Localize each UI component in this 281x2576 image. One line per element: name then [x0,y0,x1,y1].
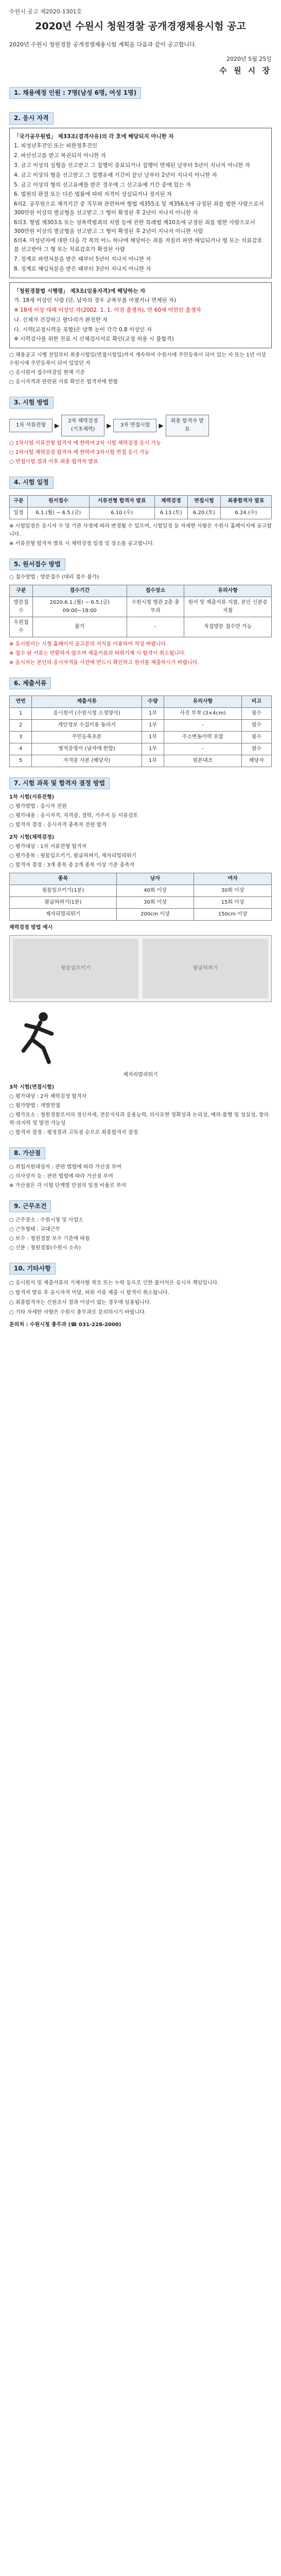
list-item: 7. 징계로 파면처분을 받은 때부터 5년이 지나지 아니한 자 [14,256,151,262]
photo-label: 윗몸일으키기 [61,965,91,972]
table-row [10,743,272,755]
page-title: 2020년 수원시 청원경찰 공개경쟁채용시험 공고 [35,20,246,32]
list-item: ○ 근무장소 : 수원시청 및 사업소 [9,1217,83,1224]
table-cell: 필수 [241,732,271,743]
table-cell: 1부 [142,708,164,720]
table-cell: - [164,720,242,732]
arrow-right-icon: ▶ [55,421,60,429]
list-item: ○ 2차시험 체력검정 합격자 에 한하여 3차시험 면접 응시 가능 [9,450,150,456]
table-cell: 6.10.(수) [89,507,154,519]
list-item: ○ 합격자 결정 : 응시자격 충족자 전원 합격 [9,822,107,828]
table-row [10,507,272,519]
exam-flow [9,415,272,436]
application-table [9,585,272,637]
table-header: 원서접수 [27,495,89,507]
table-header: 제출서류 [32,696,142,708]
table-header: 유의사항 [184,585,272,597]
second-exam [9,834,272,870]
table-cell: - [127,617,184,637]
list-item: 6의2. 공무원으로 재직기간 중 직무와 관련하여 형법 제355조 및 제356조에 규정된 죄를 범한 사람으로서 300만원 이상의 벌금형을 선고받고 그 형이 확정된 후 2년이 지나지 아니한 자 [14,201,264,216]
list-item: ○ 채용공고 시행 전일부터 최종시험일(면접시험일)까지 계속하여 수원시에 주민등록이 되어 있는 자 또는 1년 이상 수원시에 주민등록이 되어 있었던 자 [9,352,266,367]
notice-number: 수원시 공고 제2020-1301호 [9,8,82,15]
section-exam-subjects [9,777,272,1137]
section-title: 4. 시험 일정 [9,477,54,488]
section-title: 6. 제출서류 [9,677,51,689]
table-cell: 필수 [241,708,271,720]
section-bonus-points [9,1147,272,1190]
list-item: ※ 18세 이상 대해 이상인 자(2002. 1. 1. 이전 출생자), 만 60세 미만인 출생자 [14,307,201,314]
table-header: 접수기간 [32,585,127,597]
table-row [10,755,272,767]
bonus-list [9,1163,272,1190]
table-cell: 2020.6.1.(월) ~ 6.5.(금) 09:00~18:00 [32,597,127,617]
table-row [10,909,272,921]
residency-notes [9,351,272,386]
table-header: 여자 [194,873,272,885]
list-item: ※ 시력검사를 위한 진료 시 신체검사서로 확인(교정 허용 시 불합격) [14,336,174,343]
list-item: ○ 평가대상 : 2차 체력검정 합격자 [9,1093,87,1099]
table-cell: 자격증 사본 (해당자) [32,755,142,767]
list-item: 다. 시력(교정시력을 포함)은 양쪽 눈이 각각 0.8 이상인 자 [14,326,152,333]
exam-method-notes [9,439,272,466]
subsection-title: 3차 시험(면접시험) [9,1084,55,1090]
list-item: 5. 금고 이상의 형의 선고유예를 받은 경우에 그 선고유예 기간 중에 있는 자 [14,181,191,188]
table-header: 구분 [10,495,28,507]
section-title: 7. 시험 과목 및 합격자 결정 방법 [9,777,110,789]
table-cell: 병적증명서 (남자에 한함) [32,743,142,755]
section-title: 1. 채용예정 인원 : 7명(남성 6명, 여성 1명) [9,87,141,99]
list-item: ○ 취업지원대상자 : 관련 법령에 따라 가산점 부여 [9,1164,121,1170]
table-cell: 30회 이상 [116,897,194,909]
third-exam [9,1083,272,1137]
eligibility-box [9,128,272,278]
table-header: 유의사항 [164,696,242,708]
list-item: ○ 보수 : 청원경찰 보수 기준에 따름 [9,1236,90,1242]
list-item: 8. 징계로 해임처분을 받은 때부터 3년이 지나지 아니한 자 [14,265,151,272]
table-cell: 응시원서 (수원시청 소정양식) [32,708,142,720]
section-exam-method [9,397,272,466]
table-cell: 150cm 이상 [194,909,272,921]
contact-info: 문의처 : 수원시청 총무과 (☎ 031-228-2000) [9,1322,121,1328]
section-title: 5. 원서접수 방법 [9,558,65,570]
list-item: ○ 합격자 발표 후 응시자격 미달, 허위 서류 제출 시 합격이 취소됩니다. [9,1290,169,1296]
list-item: ○ 평가요소 : 청원경찰로서의 정신자세, 전문지식과 응용능력, 의사표현 정확성과 논리성, 예의·품행 및 성실성, 창의력·의지력 및 발전 가능성 [9,1112,269,1126]
table-cell: 방문접수 [10,597,33,617]
table-cell: - [164,743,242,755]
table-cell: 주소변동이력 포함 [164,732,242,743]
table-cell: 일정 [10,507,28,519]
flow-step: 최종 합격자 발표 [166,415,209,436]
list-item: 가. 18세 이상인 사람 (단, 남자의 경우 군복무를 마쳤거나 면제된 자) [14,297,177,304]
list-item: ○ 평가내용 : 응시자격, 자격증, 경력, 거주지 등 서류검토 [9,813,138,819]
arrow-right-icon: ▶ [107,421,112,429]
section-documents [9,677,272,767]
arrow-right-icon: ▶ [159,421,164,429]
application-method: ○ 접수방법 : 방문접수 (대리 접수 불가) [9,574,99,580]
list-item: 6의4. 미성년자에 대한 다음 각 목의 어느 하나에 해당하는 죄를 저질러 파면·해임되거나 형 또는 치료감호를 선고받아 그 형 또는 치료감호가 확정된 사람 [14,238,262,253]
conditions-list [9,1216,272,1252]
table-cell: 해당자 [241,755,271,767]
figure-caption: 체력검정 방법 예시 [9,925,53,931]
table-row [10,597,272,617]
runner-icon [9,1008,66,1065]
section-other-notes [9,1263,272,1329]
issuer: 수 원 시 장 [219,66,272,76]
table-cell: 6.24.(수) [221,507,272,519]
list-item: 3. 금고 이상의 실형을 선고받고 그 집행이 종료되거나 집행이 면제된 날부터 5년이 지나지 아니한 자 [14,162,251,168]
list-item: 「국가공무원법」 제33조(결격사유)의 각 호에 해당되지 아니한 자 [14,133,174,140]
list-item: ※ 접수 된 서류는 반환하지 않으며 제출서류의 허위기재 시 합격이 취소됩니다. [9,650,186,656]
table-header: 서류전형 합격자 발표 [89,495,154,507]
table-cell: 40회 이상 [116,885,194,897]
fitness-standard-table [9,873,272,921]
table-cell: 필수 [241,720,271,732]
situp-photo [13,939,138,998]
table-cell: 수원시청 별관 2층 총무과 [127,597,184,617]
list-item: 6. 법원의 판결 또는 다른 법률에 따라 자격이 상실되거나 정지된 자 [14,191,172,198]
list-item: ○ 합격자 결정 : 3개 종목 중 2개 종목 이상 기준 충족자 [9,862,135,869]
list-item: ○ 평가종목 : 윗몸일으키기, 팔굽혀펴기, 제자리멀리뛰기 [9,853,136,859]
note-title: 「청원경찰법 시행령」 제3조(임용자격)에 해당하는 자 [14,287,146,294]
table-cell: 2 [10,720,32,732]
table-cell: 5 [10,755,32,767]
list-item: ○ 기타 자세한 사항은 수원시 총무과로 문의하시기 바랍니다. [9,1310,146,1316]
table-row [10,617,272,637]
list-item: ※ 응시자는 본인의 응시자격을 사전에 반드시 확인하고 원서를 제출하시기 바랍니다. [9,659,199,666]
table-header: 접수장소 [127,585,184,597]
table-cell: 원서 및 제출서류 지참, 본인 신분증 지참 [184,597,272,617]
list-item: 1. 피성년후견인 또는 피한정후견인 [14,143,98,149]
schedule-notes [9,522,272,548]
section-eligibility [9,112,272,386]
table-header: 면접시험 [187,495,220,507]
schedule-table [9,495,272,519]
application-notes [9,640,272,667]
table-row [10,897,272,909]
photo-label: 팔굽혀펴기 [192,965,218,972]
list-item: 4. 금고 이상의 형을 선고받고 그 집행유예 기간이 끝난 날부터 2년이 지나지 아니한 자 [14,172,217,178]
section-title: 9. 근무조건 [9,1200,51,1212]
list-item: ○ 의사상자 등 : 관련 법령에 따라 가산점 부여 [9,1174,113,1179]
list-item: 나. 신체가 건강하고 팔다리가 완전한 자 [14,316,108,323]
table-header: 연번 [10,696,32,708]
table-row [10,885,272,897]
list-item: ○ 평가대상 : 1차 서류전형 합격자 [9,844,87,850]
section-schedule [9,477,272,548]
table-header: 최종합격자 발표 [221,495,272,507]
fitness-photo-figure [9,935,272,1002]
section-recruit-count [9,87,272,102]
table-row [10,720,272,732]
table-cell: 6.20.(토) [187,507,220,519]
subsection-title: 1차 시험(서류전형) [9,794,55,801]
list-item: ○ 평가방법 : 개별면접 [9,1103,60,1109]
list-item: ○ 응시자격과 관련된 서류 확인은 합격자에 한함 [9,379,118,385]
table-cell: 원본대조 [164,755,242,767]
table-cell: 사진 부착 (3×4cm) [164,708,242,720]
signature-block [9,55,272,77]
section-title: 3. 시험 방법 [9,397,54,409]
table-cell: 3 [10,732,32,743]
list-item: ※ 가산점은 각 시험 단계별 만점의 일정 비율로 부여 [9,1183,127,1189]
table-cell: 6.13.(토) [154,507,187,519]
list-item: ※ 시험일정은 응시자 수 및 기관 사정에 따라 변경될 수 있으며, 시험일정 등 자세한 사항은 수원시 홈페이지에 공고합니다. [9,523,272,537]
list-item: ○ 응시원서 접수마감일 현재 기준 [9,370,85,376]
flow-step: 1차 서류전형 [9,419,52,432]
table-cell: 30회 이상 [194,885,272,897]
table-header: 비고 [241,696,271,708]
list-item: ○ 합격자 결정 : 평정결과 고득점 순으로 최종합격자 결정 [9,1129,138,1136]
list-item: ※ 서류전형 합격자 발표 시 체력검정 일정 및 장소를 공고합니다. [9,540,154,547]
table-cell: 1 [10,708,32,720]
list-item: 6의3. 형법 제303조 또는 성폭력범죄의 처벌 등에 관한 특례법 제10조에 규정된 죄를 범한 사람으로서 300만원 이상의 벌금형을 선고받고 그 형이 확정된 후 2년이 지나지 아니한 사람 [14,219,255,234]
flow-step: 3차 면접시험 [113,419,156,432]
table-cell: 1부 [142,720,164,732]
section-title: 10. 기타사항 [9,1263,56,1275]
section-title: 8. 가산점 [9,1147,45,1159]
list-item: ○ 최종합격자는 신원조사 결과 이상이 없는 경우에 임용됩니다. [9,1300,151,1306]
subsection-title: 2차 시험(체력검정) [9,835,55,841]
list-item: 2. 파산선고를 받고 복권되지 아니한 자 [14,152,106,159]
table-header: 체력검정 [154,495,187,507]
list-item: ○ 응시원서 및 제출서류의 기재사항 착오 또는 누락 등으로 인한 불이익은 응시자 책임입니다. [9,1280,219,1286]
runner-caption: 제자리멀리뛰기 [123,1072,158,1078]
documents-table [9,696,272,767]
list-item: ※ 응시원서는 시청 홈페이지 공고문의 서식을 이용하여 작성 바랍니다. [9,641,168,647]
table-cell: 불가 [32,617,127,637]
first-exam [9,793,272,829]
table-cell: 200cm 이상 [116,909,194,921]
table-cell: 4 [10,743,32,755]
list-item: ○ 면접시험 결과 이후 최종 합격자 발표 [9,459,98,465]
list-item: ○ 근무형태 : 교대근무 [9,1227,60,1233]
table-cell: 필수 [241,743,271,755]
table-row [10,708,272,720]
list-item: ○ 신분 : 청원경찰(수원시 소속) [9,1245,81,1251]
pushup-photo [143,939,268,998]
table-cell: 개인정보 수집이용 동의서 [32,720,142,732]
table-cell: 주민등록초본 [32,732,142,743]
table-header: 종목 [10,873,117,885]
table-cell: 1부 [142,743,164,755]
table-cell: 1부 [142,732,164,743]
table-cell: 1부 [142,755,164,767]
flow-step: 2차 체력검정 (기초체력) [61,415,104,436]
appointment-qualification-box [9,282,272,349]
table-cell: 윗몸일으키기(1분) [10,885,117,897]
notes-list [9,1279,272,1317]
table-cell: 우편접수 [10,617,33,637]
section-title: 2. 응시 자격 [9,112,54,124]
notice-date: 2020년 5월 25일 [226,55,272,62]
section-application [9,558,272,667]
table-header: 구분 [10,585,33,597]
table-cell: 6.1.(월) ~ 6.5.(금) [27,507,89,519]
intro-text: 2020년 수원시 청원경찰 공개경쟁채용시험 계획을 다음과 같이 공고합니다. [9,41,197,48]
table-header: 남자 [116,873,194,885]
table-row [10,732,272,743]
list-item: ○ 1차시험 서류전형 합격자 에 한하여 2차 시험 체력검정 응시 가능 [9,440,161,447]
table-cell: 팔굽혀펴기(1분) [10,897,117,909]
table-cell: 15회 이상 [194,897,272,909]
table-cell: 제자리멀리뛰기 [10,909,117,921]
table-header: 수량 [142,696,164,708]
table-cell: 직접방문 접수만 가능 [184,617,272,637]
list-item: ○ 평가방법 : 응시자 전원 [9,804,67,810]
section-work-conditions [9,1200,272,1252]
